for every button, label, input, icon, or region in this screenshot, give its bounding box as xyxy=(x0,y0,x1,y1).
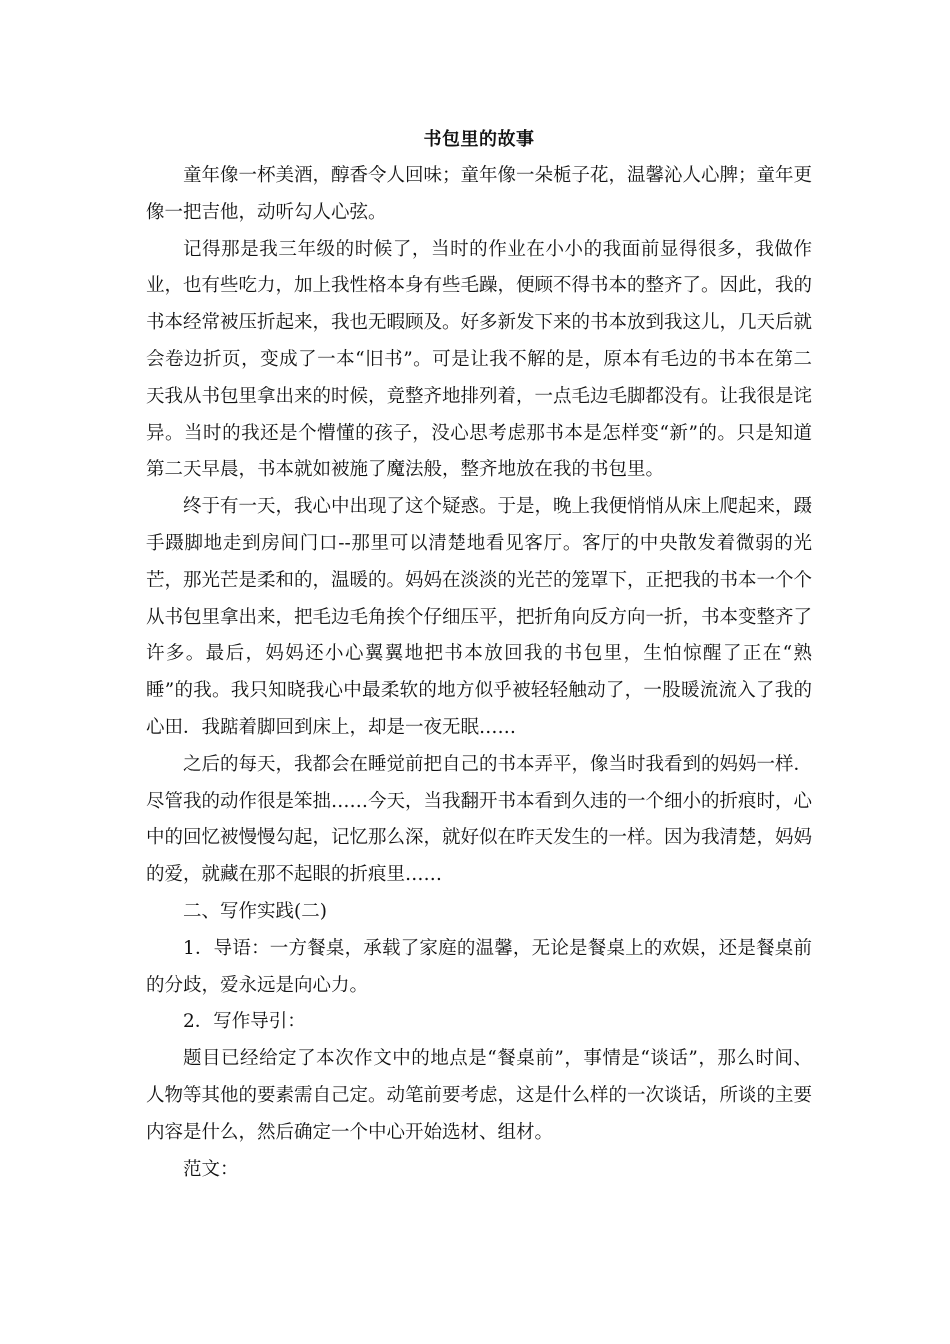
paragraph-childhood-intro: 童年像一杯美酒，醇香令人回味；童年像一朵栀子花，温馨沁人心脾；童年更像一把吉他，动听勾人心弦。 xyxy=(146,165,813,223)
paragraph-sample-essay-label: 范文： xyxy=(183,1158,239,1180)
paragraph-afterwards: 之后的每天，我都会在睡觉前把自己的书本弄平，像当时我看到的妈妈一样．尽管我的动作很是笨拙……今天，当我翻开书本看到久违的一个细小的折痕时，心中的回忆被慢慢勾起，记忆那么深，就好似在昨天发生的一样。因为我清楚，妈妈的爱，就藏在那不起眼的折痕里…… xyxy=(146,753,813,886)
paragraph-writing-guide: 题目已经给定了本次作文中的地点是“餐桌前”，事情是“谈话”，那么时间、人物等其他的要素需自己定。动笔前要考虑，这是什么样的一次谈话，所谈的主要内容是什么，然后确定一个中心开始选材、组材。 xyxy=(146,1048,813,1143)
paragraph-third-grade: 记得那是我三年级的时候了，当时的作业在小小的我面前显得很多，我做作业，也有些吃力，加上我性格本身有些毛躁，便顾不得书本的整齐了。因此，我的书本经常被压折起来，我也无暇顾及。好多新发下来的书本放到我这儿，几天后就会卷边折页，变成了一本“旧书”。可是让我不解的是，原本有毛边的书本在第二天我从书包里拿出来的时候，竟整齐地排列着，一点毛边毛脚都没有。让我很是诧异。当时的我还是个懵懂的孩子，没心思考虑那书本是怎样变“新”的。只是知道第二天早晨，书本就如被施了魔法般，整齐地放在我的书包里。 xyxy=(146,238,813,481)
document-title: 书包里的故事 xyxy=(423,129,535,150)
paragraph-writing-guide-heading: 2．写作导引： xyxy=(183,1011,306,1033)
section-heading-writing-practice: 二、写作实践(二) xyxy=(183,900,327,922)
paragraph-intro-note: 1．导语：一方餐桌，承载了家庭的温馨，无论是餐桌上的欢娱，还是餐桌前的分歧，爱永远是向心力。 xyxy=(146,937,812,996)
paragraph-one-night: 终于有一天，我心中出现了这个疑惑。于是，晚上我便悄悄从床上爬起来，蹑手蹑脚地走到房间门口--那里可以清楚地看见客厅。客厅的中央散发着微弱的光芒，那光芒是柔和的，温暖的。妈妈在淡淡的光芒的笼罩下，正把我的书本一个个从书包里拿出来，把毛边毛角挨个仔细压平，把折角向反方向一折，书本变整齐了许多。最后，妈妈还小心翼翼地把书本放回我的书包里，生怕惊醒了正在“熟睡”的我。我只知晓我心中最柔软的地方似乎被轻轻触动了，一股暖流流入了我的心田．我踮着脚回到床上，却是一夜无眠…… xyxy=(146,496,813,738)
